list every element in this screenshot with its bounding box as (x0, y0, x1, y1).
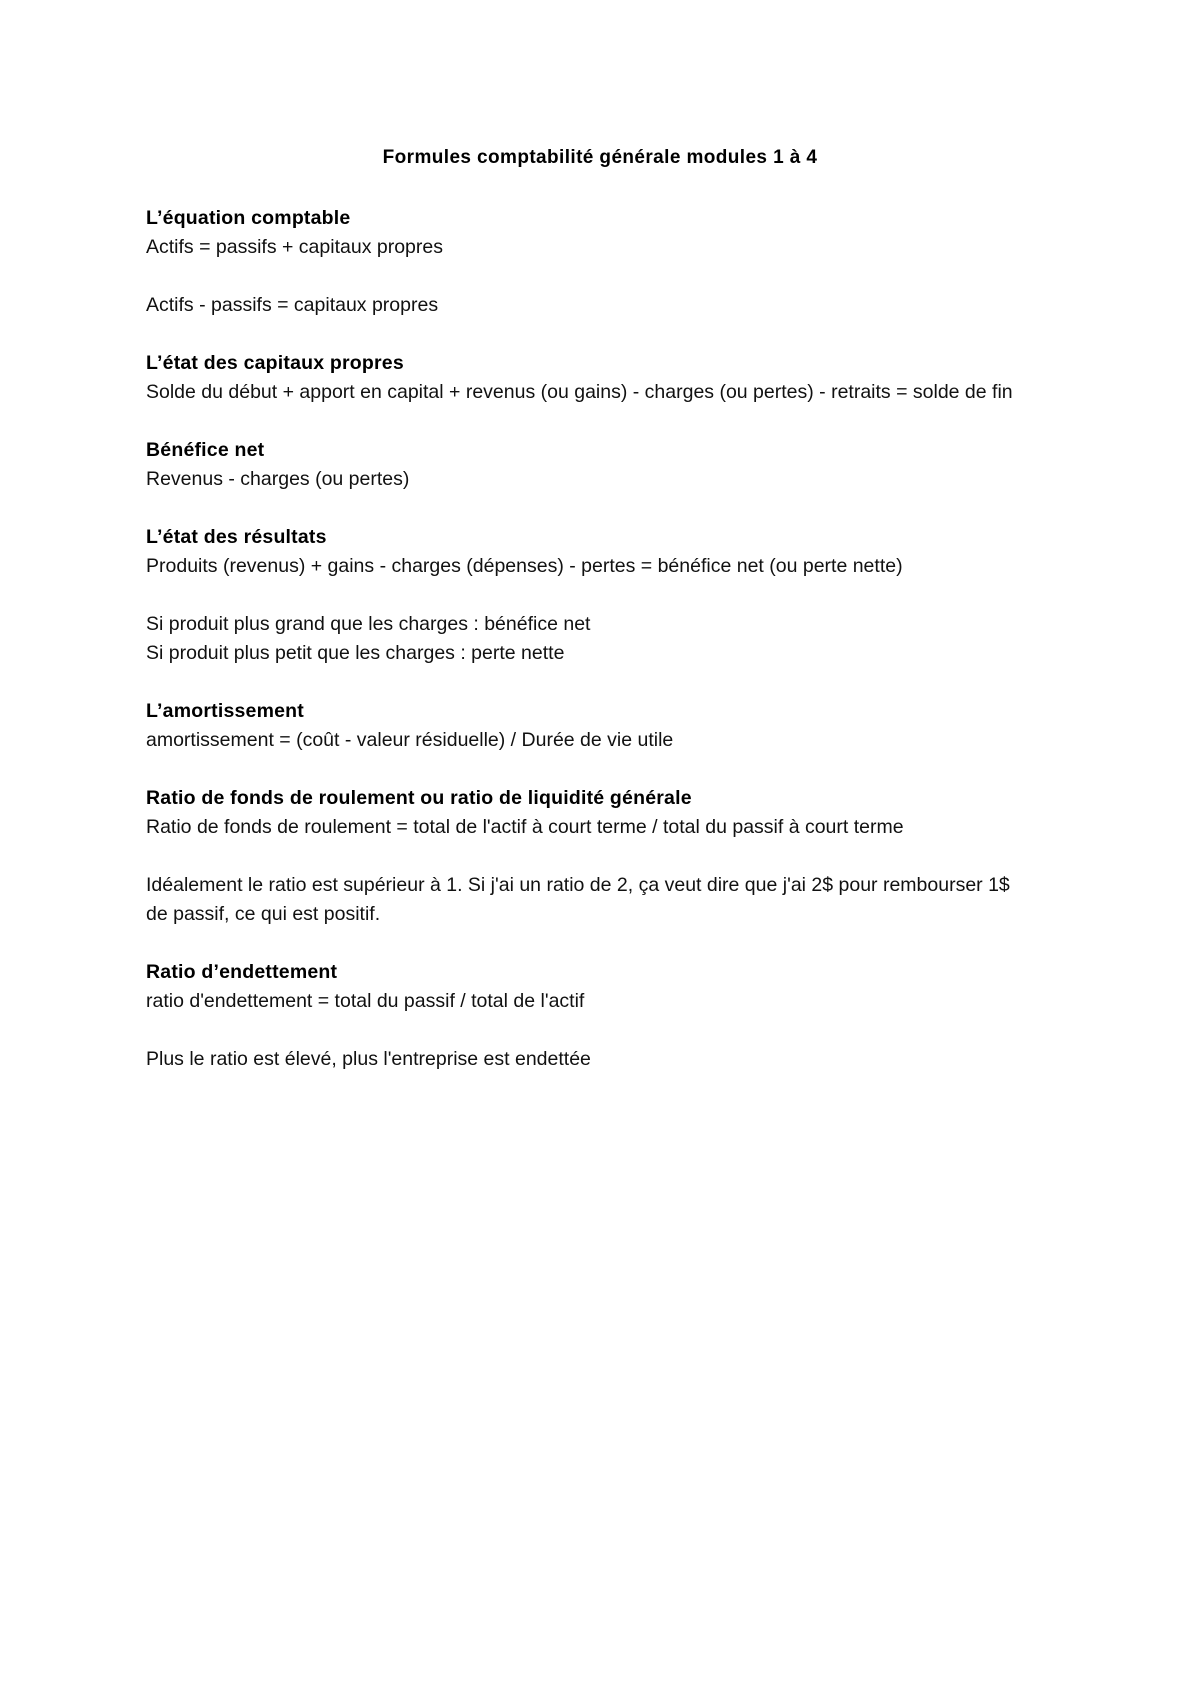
section-ratio-fonds-roulement (146, 784, 1046, 929)
section-ratio-endettement (146, 958, 1046, 1074)
formula-line: Produits (revenus) + gains - charges (dépenses) - pertes = bénéfice net (ou perte nette) (146, 555, 903, 577)
note-line: Si produit plus grand que les charges : bénéfice net (146, 613, 591, 635)
section-heading: L’équation comptable (146, 207, 351, 229)
section-amortissement (146, 697, 1046, 755)
formula-line: Revenus - charges (ou pertes) (146, 468, 410, 490)
section-heading: L’état des capitaux propres (146, 352, 404, 374)
note-line: Idéalement le ratio est supérieur à 1. Si j'ai un ratio de 2, ça veut dire que j'ai 2$ pour rembourser 1$ de passif, ce qui est positif. (146, 874, 1010, 925)
formula-line: ratio d'endettement = total du passif / total de l'actif (146, 990, 585, 1012)
section-benefice-net (146, 436, 1046, 494)
formula-line: amortissement = (coût - valeur résiduelle) / Durée de vie utile (146, 729, 674, 751)
formula-line: Ratio de fonds de roulement = total de l'actif à court terme / total du passif à court terme (146, 816, 904, 838)
formula-line: Solde du début + apport en capital + revenus (ou gains) - charges (ou pertes) - retraits = solde de fin (146, 381, 1013, 403)
section-heading: L’état des résultats (146, 526, 327, 548)
section-heading: L’amortissement (146, 700, 304, 722)
note-line: Si produit plus petit que les charges : perte nette (146, 642, 565, 664)
section-heading: Bénéfice net (146, 439, 265, 461)
formula-line: Actifs = passifs + capitaux propres (146, 236, 443, 258)
section-etat-resultats (146, 523, 1046, 668)
section-heading: Ratio d’endettement (146, 961, 338, 983)
document-body (146, 204, 1046, 1103)
section-equation-comptable (146, 204, 1046, 320)
section-etat-capitaux-propres (146, 349, 1046, 407)
note-line: Plus le ratio est élevé, plus l'entreprise est endettée (146, 1048, 591, 1070)
document-title: Formules comptabilité générale modules 1 à 4 (382, 147, 818, 168)
formula-line: Actifs - passifs = capitaux propres (146, 294, 439, 316)
section-heading: Ratio de fonds de roulement ou ratio de liquidité générale (146, 787, 692, 809)
